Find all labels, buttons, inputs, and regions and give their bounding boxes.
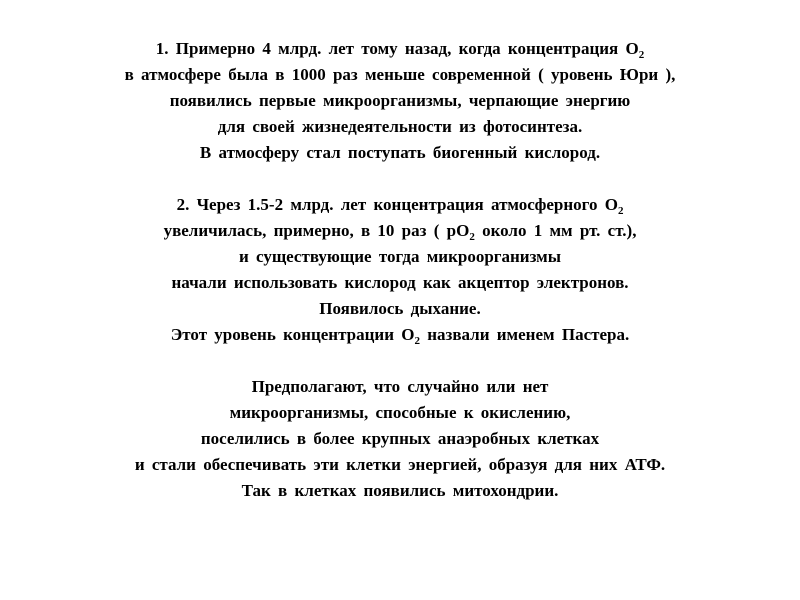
text-line: Появилось дыхание. xyxy=(319,299,481,318)
text-line xyxy=(10,192,790,218)
text-line: Предполагают, что случайно или нет xyxy=(251,377,549,396)
text-line xyxy=(10,322,790,348)
text-segment: назвали именем Пастера. xyxy=(419,325,630,344)
subscript: 2 xyxy=(414,335,420,347)
text-segment: 1. Примерно 4 млрд. лет тому назад, когда концентрация О xyxy=(155,39,639,58)
paragraph-gap xyxy=(10,348,790,374)
text-segment: 2. Через 1.5-2 млрд. лет концентрация атмосферного О xyxy=(176,195,618,214)
slide-text xyxy=(10,36,790,504)
text-line: поселились в более крупных анаэробных клетках xyxy=(200,429,600,448)
text-line: в атмосфере была в 1000 раз меньше современной ( уровень Юри ), xyxy=(124,65,676,84)
text-line xyxy=(10,36,790,62)
text-line: и стали обеспечивать эти клетки энергией, образуя для них АТФ. xyxy=(134,455,666,474)
text-line: появились первые микроорганизмы, черпающие энергию xyxy=(169,91,631,110)
text-line: микроорганизмы, способные к окислению, xyxy=(229,403,571,422)
paragraph-gap xyxy=(10,166,790,192)
text-line: для своей жизнедеятельности из фотосинтеза. xyxy=(217,117,583,136)
subscript: 2 xyxy=(638,49,645,61)
text-line xyxy=(10,218,790,244)
text-line: начали использовать кислород как акцептор электронов. xyxy=(171,273,629,292)
text-segment: Этот уровень концентрации О xyxy=(170,325,415,344)
text-line: и существующие тогда микроорганизмы xyxy=(238,247,562,266)
text-line: В атмосферу стал поступать биогенный кислород. xyxy=(199,143,601,162)
text-segment: увеличилась, примерно, в 10 раз ( рО xyxy=(163,221,470,240)
text-segment: около 1 мм рт. ст.), xyxy=(474,221,637,240)
text-line: Так в клетках появились митохондрии. xyxy=(241,481,559,500)
subscript: 2 xyxy=(617,205,624,217)
subscript: 2 xyxy=(469,231,475,243)
